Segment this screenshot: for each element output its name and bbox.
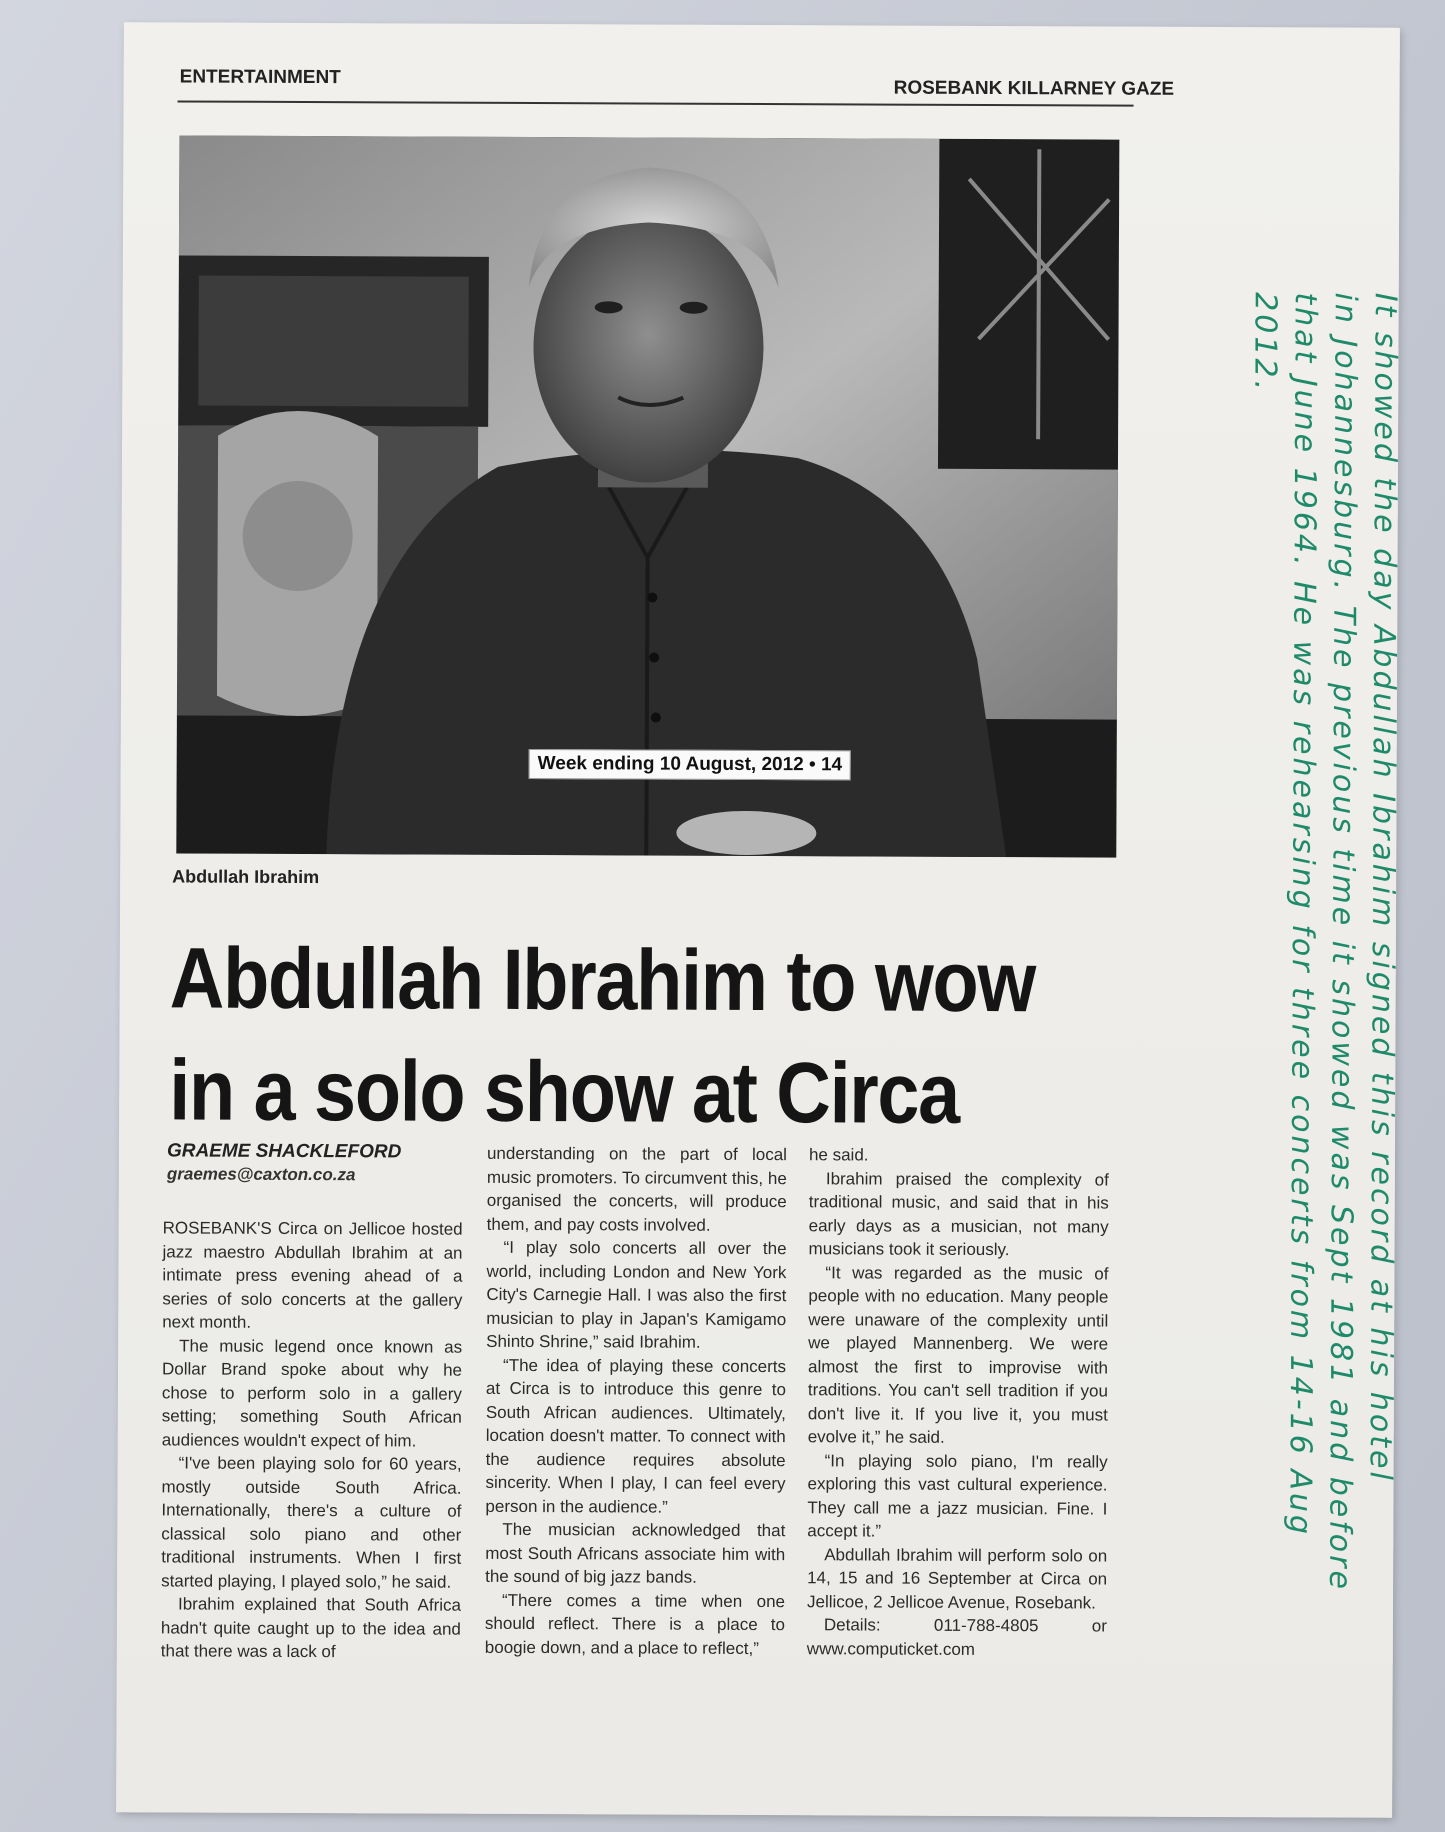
paragraph: Details: 011-788-4805 or www.computicket.com [806, 1615, 1107, 1659]
article-column-2 [485, 1142, 787, 1660]
paragraph: he said. [808, 1145, 869, 1165]
headline-line-1: Abdullah Ibrahim to wow [169, 930, 1036, 1031]
handwritten-line-4: 2012. [1247, 292, 1283, 394]
paragraph: understanding on the part of local music promoters. To circumvent this, he organised the concerts, will produce them, and pay costs involved. [486, 1143, 788, 1235]
byline-name: GRAEME SHACKLEFORD [166, 1140, 402, 1163]
byline-email: graemes@caxton.co.za [166, 1164, 356, 1185]
paragraph: Ibrahim praised the complexity of traditional music, and said that in his early days as a musician, not many musicians took it seriously. [808, 1168, 1109, 1260]
newspaper-clipping [116, 22, 1403, 1818]
article-column-3 [807, 1143, 1109, 1661]
handwritten-note [1179, 292, 1405, 1593]
handwritten-line-2: in Johannesburg. The previous time it showed was Sept 1981 and before [1322, 292, 1363, 1593]
paragraph: The music legend once known as Dollar Brand spoke about why he chose to perform solo in a gallery setting; something South African audiences wouldn't expect of him. [161, 1335, 463, 1451]
newspaper-name: ROSEBANK KILLARNEY GAZE [893, 77, 1175, 100]
paragraph: “I play solo concerts all over the world, including London and New York City's Carnegie Hall. I was also the first musician to play in Japan's Kamigamo Shinto Shrine,” said Ibrahim. [486, 1237, 787, 1352]
paragraph: Ibrahim explained that South Africa hadn't quite caught up to the idea and that there was a lack of [160, 1594, 462, 1662]
article-photo [176, 135, 1119, 857]
paragraph: “The idea of playing these concerts at Circa is to introduce this genre to South African audiences. Ultimately, location doesn't matter. To connect with the audience requires absolute sincerity. When I play, I can feel every person in the audience.” [485, 1355, 787, 1517]
headline [169, 922, 1036, 1150]
paragraph: “There comes a time when one should reflect. There is a place to boogie down, and a place to reflect,” [484, 1590, 786, 1658]
section-label: ENTERTAINMENT [179, 66, 341, 89]
paragraph: The musician acknowledged that most South Africans associate him with the sound of big jazz bands. [485, 1519, 786, 1587]
headline-line-2: in a solo show at Circa [169, 1042, 960, 1142]
header-rule [178, 100, 1134, 106]
paragraph: “In playing solo piano, I'm really exploring this vast cultural experience. They call me a jazz musician. Fine. I accept it.” [807, 1450, 1108, 1541]
paragraph: Abdullah Ibrahim will perform solo on 14, 15 and 16 September at Circa on Jellicoe, 2 Jellicoe Avenue, Rosebank. [806, 1544, 1108, 1612]
paragraph: “It was regarded as the music of people with no education. Many people were unaware of the complexity until we played Mannenberg. We were almost the first to improvise with traditions. You can't sell tradition if you don't live it. If you live it, you must evolve it,” he said. [807, 1262, 1109, 1447]
handwritten-line-3: that June 1964. He was rehearsing for three concerts from 14-16 Aug [1282, 292, 1323, 1538]
photo-caption: Abdullah Ibrahim [172, 866, 320, 888]
date-label: Week ending 10 August, 2012 • 14 [529, 749, 852, 780]
handwritten-line-1: It showed the day Abdullah Ibrahim signed this record at his hotel [1362, 292, 1403, 1483]
paragraph: “I've been playing solo for 60 years, mostly outside South Africa. Internationally, there's a culture of classical solo piano and other traditional instruments. When I first started playing, I played solo,” he said. [161, 1453, 462, 1592]
article-column-1 [161, 1216, 463, 1664]
paragraph: ROSEBANK'S Circa on Jellicoe hosted jazz maestro Abdullah Ibrahim at an intimate press evening ahead of a series of solo concerts at the gallery next month. [162, 1218, 463, 1332]
